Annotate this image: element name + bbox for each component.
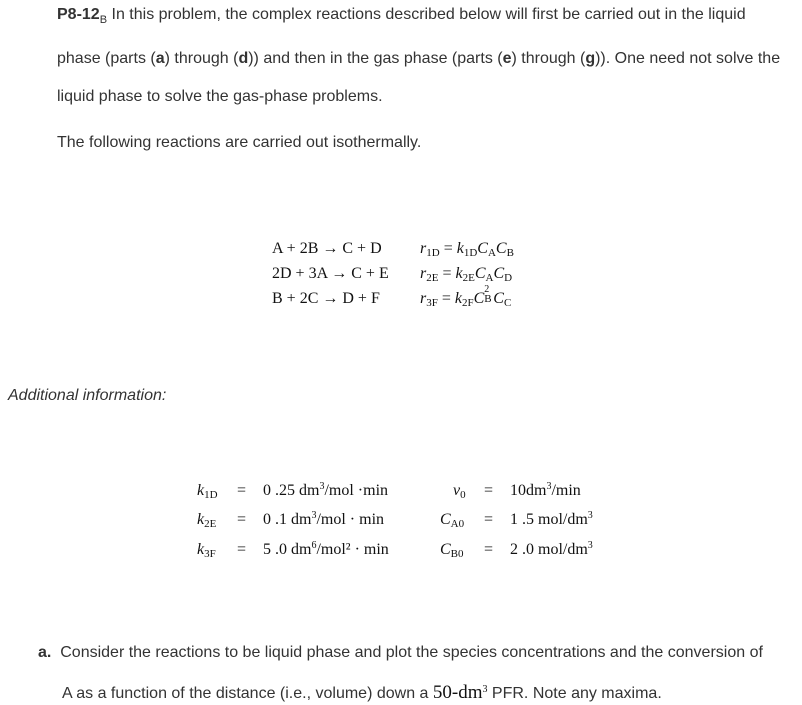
param-symbol: k1D <box>197 482 218 501</box>
intro-line-2 <box>57 51 797 67</box>
param-value: 1 .5 mol/$dm^3$ <box>510 510 593 528</box>
part-ref-a: a <box>155 50 165 67</box>
part-a-text-1: Consider the reactions to be liquid phase and plot the species concentrations and the conversion of <box>60 644 763 661</box>
param-symbol: k2E <box>197 511 217 530</box>
equals-sign: = <box>484 482 494 499</box>
reaction-equation: A + 2B → C + D <box>272 240 382 257</box>
reactor-volume: $50-dm^3$ <box>432 682 488 703</box>
param-symbol: CA0 <box>440 511 465 530</box>
param-value: 2 .0 mol/$dm^3$ <box>510 540 593 558</box>
part-a-line-2 <box>62 682 662 704</box>
part-a-label: a. <box>38 644 52 661</box>
rate-law: r1D = k1DCACB <box>420 240 514 259</box>
part-a-text-2b: PFR. Note any maxima. <box>487 685 662 702</box>
rate-law: r2E = k2ECACD <box>420 265 513 284</box>
reaction-equation: 2D + 3A → C + E <box>272 265 389 282</box>
intro-text-2a: phase (parts ( <box>57 50 156 67</box>
param-symbol: CB0 <box>440 541 464 560</box>
equals-sign: = <box>237 482 247 499</box>
param-value: $10dm^3/\min$ <box>510 481 581 499</box>
intro-text-2b: ) through ( <box>164 50 239 67</box>
problem-id: P8-12 <box>57 6 100 23</box>
additional-info-label: Additional information: <box>8 387 167 404</box>
param-value: 0 .1 $dm^3$/mol · min <box>263 510 385 528</box>
part-ref-e: e <box>502 50 512 67</box>
equals-sign: = <box>484 541 494 558</box>
problem-subscript: B <box>99 14 108 26</box>
intro-text-2d: ) through ( <box>511 50 586 67</box>
intro-text-1: In this problem, the complex reactions described below will first be carried out in the liquid <box>111 6 746 23</box>
intro-line-1 <box>57 7 797 24</box>
intro-text-2c: )) and then in the gas phase (parts ( <box>248 50 503 67</box>
part-ref-d: d <box>238 50 249 67</box>
part-a-text-2a: A as a function of the distance (i.e., volume) down a <box>62 685 433 702</box>
param-symbol: v0 <box>453 482 466 501</box>
equals-sign: = <box>484 511 494 528</box>
param-symbol: k3F <box>197 541 216 560</box>
intro-line-3: liquid phase to solve the gas-phase problems. <box>57 88 383 105</box>
equals-sign: = <box>237 541 247 558</box>
part-a-line-1 <box>38 644 763 662</box>
param-value: 5 .0 $dm^6$/mol² · min <box>263 540 389 558</box>
part-ref-g: g <box>585 50 596 67</box>
param-value: 0 .25 $dm^3$/mol ·min <box>263 481 389 499</box>
rate-law: r3F = k2FC 2 B CC <box>420 284 512 309</box>
equals-sign: = <box>237 511 247 528</box>
intro-line-4: The following reactions are carried out isothermally. <box>57 134 422 151</box>
reaction-equation: B + 2C → D + F <box>272 290 380 307</box>
intro-text-2e: )). One need not solve the <box>595 50 781 67</box>
